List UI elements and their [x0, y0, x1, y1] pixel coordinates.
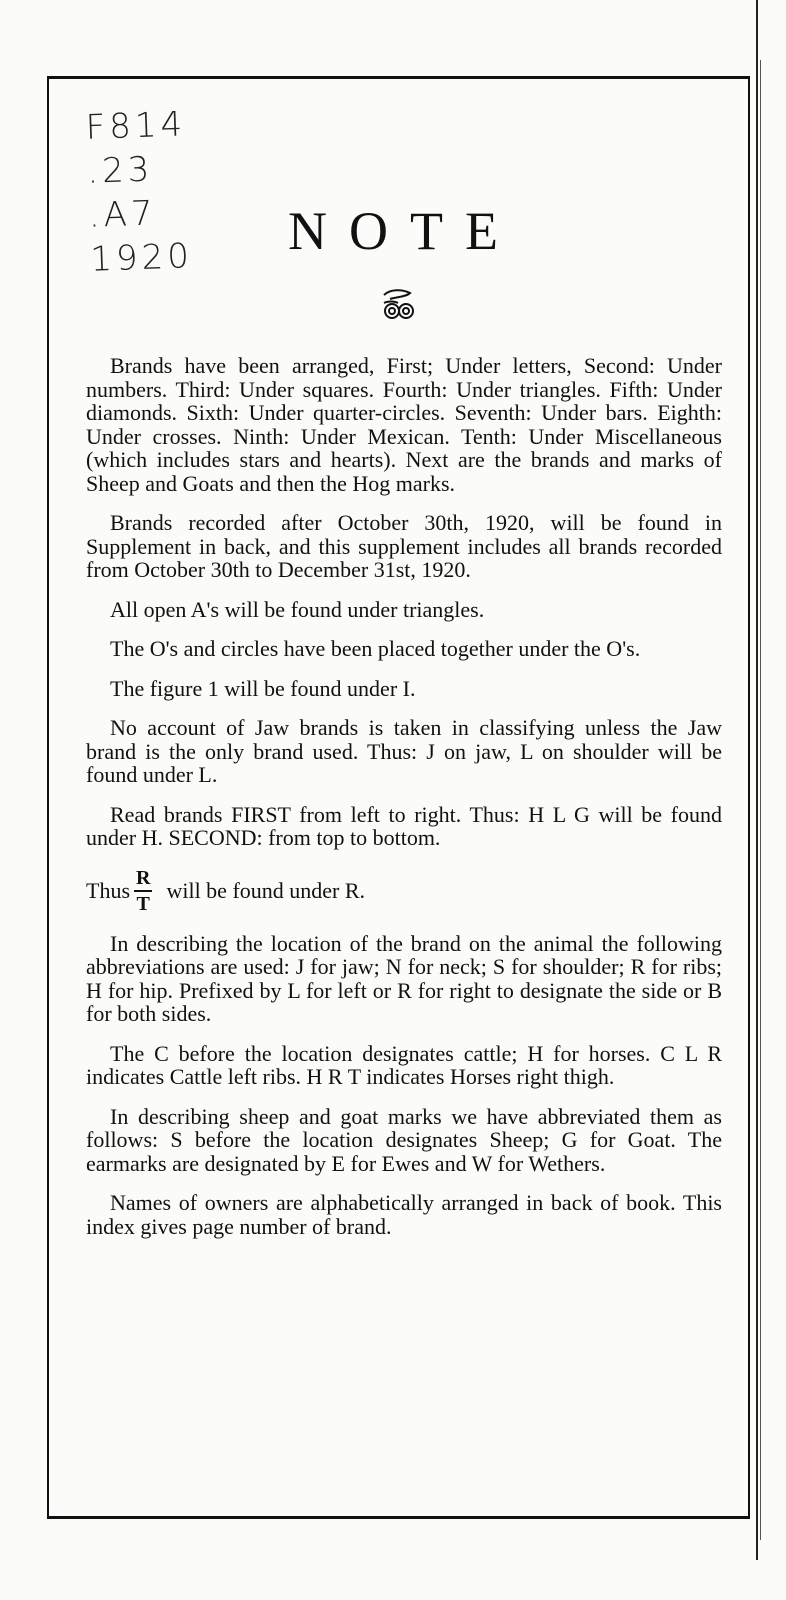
paragraph: The figure 1 will be found under I. [110, 675, 416, 701]
stacked-brand-fraction [134, 868, 152, 914]
fraction-example [86, 866, 722, 916]
call-number-line: 1920 [89, 236, 194, 280]
paragraph: In describing sheep and goat marks we have abbreviated them as follows: S before the location designates Sheep; G for Goat. The earmarks are designated by E for Ewes and W for Wethers. [86, 1103, 722, 1176]
fraction-suffix: will be found under R. [166, 877, 366, 903]
call-number-line: .23 [86, 149, 154, 192]
fraction-prefix: Thus [86, 877, 130, 903]
fraction-denominator: T [136, 892, 150, 915]
paragraph: Names of owners are alphabetically arranged in back of book. This index gives page number of brand. [86, 1190, 722, 1239]
paragraph: Brands recorded after October 30th, 1920, will be found in Supplement in back, and this supplement includes all brands recorded from October 30th to December 31st, 1920. [86, 510, 722, 582]
paragraph: No account of Jaw brands is taken in classifying unless the Jaw brand is the only brand used. Thus: J on jaw, L on shoulder will be found under L. [86, 715, 722, 787]
paragraph: The O's and circles have been placed together under the O's. [110, 636, 641, 661]
scan-edge-line-inner [760, 60, 761, 1540]
printers-ornament-icon [380, 287, 416, 323]
paragraph: Read brands FIRST from left to right. Thus: H L G will be found under H. SECOND: from top to bottom. [86, 801, 722, 850]
call-number-line: F814 [85, 104, 187, 148]
paragraph: Brands have been arranged, First; Under letters, Second: Under numbers. Third: Under squares. Fourth: Under triangles. Fifth: Under diamonds. Sixth: Under quarter-circles. Seventh: Under bars. Eighth: Under crosses. Ninth: Under Mexican. Tenth: Under Miscellaneous (which includes stars and hearts). Next are the brands and marks of Sheep and Goats and then the Hog marks. [86, 353, 722, 496]
call-number-line: .A7 [88, 193, 158, 236]
paragraph: The C before the location designates cattle; H for horses. C L R indicates Cattle left ribs. H R T indicates Horses right thigh. [86, 1040, 722, 1089]
paragraph: In describing the location of the brand on the animal the following abbreviations are used: J for jaw; N for neck; S for shoulder; R for ribs; H for hip. Prefixed by L for left or R for right to designate the side or B for both sides. [86, 930, 722, 1026]
paragraph: All open A's will be found under triangles. [110, 596, 485, 622]
note-body [86, 354, 722, 1238]
page-title: NOTE [288, 201, 520, 261]
fraction-numerator: R [134, 868, 152, 892]
